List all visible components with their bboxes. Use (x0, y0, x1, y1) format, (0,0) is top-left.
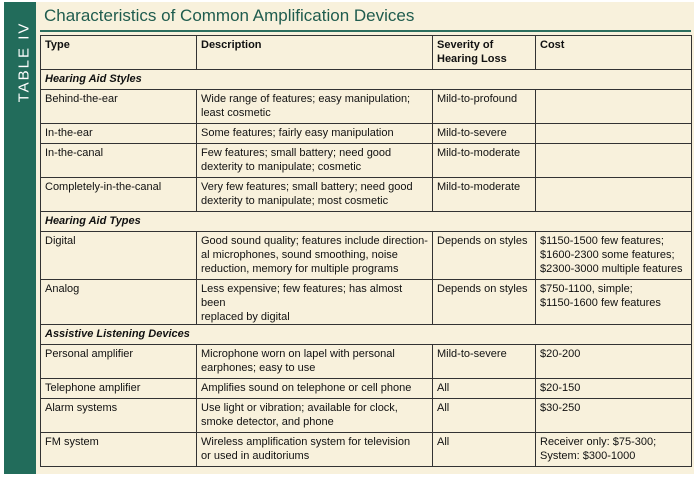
title-divider (40, 30, 691, 32)
cell-description: Amplifies sound on telephone or cell phone (197, 379, 433, 399)
cell-type: Alarm systems (41, 399, 197, 433)
cell-cost: $1150-1500 few features; $1600-2300 some features; $2300-3000 multiple features (536, 232, 692, 280)
cell-cost (536, 124, 692, 144)
cell-description: Wide range of features; easy manipulation; least cosmetic (197, 90, 433, 124)
section-spacer (197, 325, 692, 345)
table-row (41, 144, 692, 178)
cell-type: In-the-canal (41, 144, 197, 178)
header-description: Description (197, 36, 433, 70)
cell-description: Less expensive; few features; has almost been replaced by digital (197, 280, 433, 325)
cell-cost: $30-250 (536, 399, 692, 433)
cell-cost: Receiver only: $75-300; System: $300-1000 (536, 433, 692, 467)
cell-cost (536, 144, 692, 178)
cell-type: Telephone amplifier (41, 379, 197, 399)
section-row (41, 325, 692, 345)
table-row (41, 232, 692, 280)
section-row (41, 70, 692, 90)
cell-severity: Depends on styles (433, 232, 536, 280)
table-row (41, 124, 692, 144)
table-row (41, 345, 692, 379)
cell-description: Wireless amplification system for television or used in auditoriums (197, 433, 433, 467)
cell-severity: All (433, 433, 536, 467)
cell-description: Few features; small battery; need good dexterity to manipulate; cosmetic (197, 144, 433, 178)
header-severity: Severity of Hearing Loss (433, 36, 536, 70)
section-heading: Assistive Listening Devices (41, 325, 197, 345)
cell-severity: Mild-to-moderate (433, 144, 536, 178)
cell-description: Use light or vibration; available for clock, smoke detector, and phone (197, 399, 433, 433)
cell-severity: Depends on styles (433, 280, 536, 325)
header-type: Type (41, 36, 197, 70)
cell-description: Some features; fairly easy manipulation (197, 124, 433, 144)
amplification-devices-table (40, 35, 692, 467)
cell-type: FM system (41, 433, 197, 467)
cell-severity: Mild-to-severe (433, 345, 536, 379)
cell-description: Microphone worn on lapel with personal earphones; easy to use (197, 345, 433, 379)
cell-cost: $750-1100, simple; $1150-1600 few features (536, 280, 692, 325)
table-label-tab (4, 2, 36, 474)
cell-type: In-the-ear (41, 124, 197, 144)
cell-type: Behind-the-ear (41, 90, 197, 124)
section-row (41, 212, 692, 232)
cell-cost (536, 90, 692, 124)
section-heading: Hearing Aid Types (41, 212, 197, 232)
cell-type: Completely-in-the-canal (41, 178, 197, 212)
cell-description: Good sound quality; features include direction- al microphones, sound smoothing, noise reduction, memory for multiple programs (197, 232, 433, 280)
section-heading: Hearing Aid Styles (41, 70, 197, 90)
cell-severity: Mild-to-severe (433, 124, 536, 144)
section-spacer (197, 212, 692, 232)
header-cost: Cost (536, 36, 692, 70)
cell-severity: Mild-to-moderate (433, 178, 536, 212)
cell-severity: Mild-to-profound (433, 90, 536, 124)
header-row (41, 36, 692, 70)
table-row (41, 178, 692, 212)
table-title: Characteristics of Common Amplification Devices (44, 6, 415, 25)
table-label: TABLE IV (15, 21, 33, 103)
table-row (41, 379, 692, 399)
cell-severity: All (433, 379, 536, 399)
cell-description: Very few features; small battery; need good dexterity to manipulate; most cosmetic (197, 178, 433, 212)
table-body (41, 70, 692, 467)
cell-cost: $20-200 (536, 345, 692, 379)
cell-cost (536, 178, 692, 212)
table-row (41, 399, 692, 433)
table-row (41, 90, 692, 124)
table-row (41, 280, 692, 325)
cell-cost: $20-150 (536, 379, 692, 399)
section-spacer (197, 70, 692, 90)
table-panel (36, 2, 694, 474)
cell-type: Digital (41, 232, 197, 280)
cell-severity: All (433, 399, 536, 433)
cell-type: Personal amplifier (41, 345, 197, 379)
cell-type: Analog (41, 280, 197, 325)
table-row (41, 433, 692, 467)
